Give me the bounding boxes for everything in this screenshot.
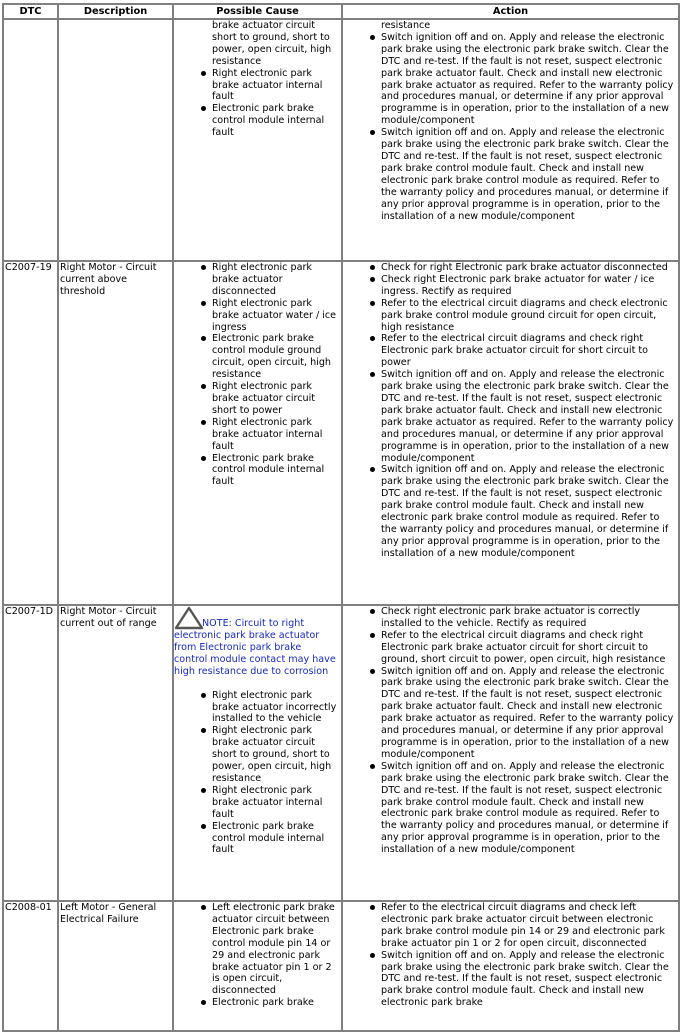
header-action: Action: [342, 4, 679, 19]
cause-item: Electronic park brake control module internal fault: [174, 821, 341, 857]
action-item: Switch ignition off and on. Apply and release the electronic park brake using the electronic park brake switch. Clear the DTC and re-test. If the fault is not reset, suspect electronic park brake actuator fault. Check and install new electronic park brake actuator as required. Refer to the warranty policy and procedures manual, or determine if any prior approval programme is in operation, prior to the installation of a new module/component: [343, 369, 678, 464]
action-item: Refer to the electrical circuit diagrams and check right Electronic park brake actuator circuit for short circuit to ground, short circuit to power, open circuit, high resistance: [343, 630, 678, 666]
cause-item: Electronic park brake control module internal fault: [174, 453, 341, 489]
dtc-description: [58, 19, 173, 261]
action-item: Refer to the electrical circuit diagrams and check electronic park brake control module ground circuit for open circuit, high resistance: [343, 298, 678, 334]
note-text: NOTE: Circuit to right electronic park brake actuator from Electronic park brake control module contact may have high resistance due to corrosion: [174, 618, 336, 677]
dtc-table: [2, 3, 680, 1032]
cause-item: Left electronic park brake actuator circuit between Electronic park brake control module pin 14 or 29 and electronic park brake actuator pin 1 or 2 is open circuit, disconnected: [174, 902, 341, 997]
table-row: [3, 605, 679, 901]
dtc-code: C2007-19: [3, 261, 58, 605]
header-dtc: DTC: [3, 4, 58, 19]
cause-item: Right electronic park brake actuator internal fault: [174, 785, 341, 821]
cause-item: Electronic park brake control module internal fault: [174, 103, 341, 139]
cause-item: Right electronic park brake actuator water / ice ingress: [174, 298, 341, 334]
action-item: Check for right Electronic park brake actuator disconnected: [343, 262, 678, 274]
possible-cause-cell: [173, 901, 342, 1031]
dtc-code: C2008-01: [3, 901, 58, 1031]
cause-item: Right electronic park brake actuator circuit short to power: [174, 381, 341, 417]
action-item: Switch ignition off and on. Apply and release the electronic park brake using the electronic park brake switch. Clear the DTC and re-test. If the fault is not reset, suspect electronic park brake actuator fault. Check and install new electronic park brake actuator as required. Refer to the warranty policy and procedures manual, or determine if any prior approval programme is in operation, prior to the installation of a new module/component: [343, 666, 678, 761]
dtc-code: C2007-1D: [3, 605, 58, 901]
dtc-description: Right Motor - Circuit current out of range: [58, 605, 173, 901]
action-cell: [342, 261, 679, 605]
note-block: [174, 606, 341, 678]
table-row: [3, 901, 679, 1031]
action-item: Refer to the electrical circuit diagrams and check left electronic park brake actuator circuit between electronic park brake control module pin 14 or 29 and electronic park brake actuator pin 1 or 2 for open circuit, disconnected: [343, 902, 678, 950]
action-item: Switch ignition off and on. Apply and release the electronic park brake using the electronic park brake switch. Clear the DTC and re-test. If the fault is not reset, suspect electronic park brake control module fault. Check and install new electronic park brake control module as required. Refer to the warranty policy and procedures manual, or determine if any prior approval programme is in operation, prior to the installation of a new module/component: [343, 464, 678, 559]
cause-item: Right electronic park brake actuator internal fault: [174, 68, 341, 104]
dtc-code: [3, 19, 58, 261]
header-description: Description: [58, 4, 173, 19]
possible-cause-cell: [173, 261, 342, 605]
cause-item: Right electronic park brake actuator disconnected: [174, 262, 341, 298]
header-row: [3, 4, 679, 19]
action-item: Refer to the electrical circuit diagrams and check right Electronic park brake actuator circuit for short circuit to power: [343, 333, 678, 369]
table-row: [3, 261, 679, 605]
action-cell: [342, 605, 679, 901]
cause-item: Right electronic park brake actuator internal fault: [174, 417, 341, 453]
dtc-description: Right Motor - Circuit current above threshold: [58, 261, 173, 605]
table-row: [3, 19, 679, 261]
possible-cause-cell: [173, 19, 342, 261]
dtc-description: Left Motor - General Electrical Failure: [58, 901, 173, 1031]
action-item: Switch ignition off and on. Apply and release the electronic park brake using the electronic park brake switch. Clear the DTC and re-test. If the fault is not reset, suspect electronic park brake control module fault. Check and install new electronic park brake: [343, 950, 678, 1010]
header-possible-cause: Possible Cause: [173, 4, 342, 19]
warning-triangle-icon: [174, 606, 204, 630]
action-item: Switch ignition off and on. Apply and release the electronic park brake using the electronic park brake switch. Clear the DTC and re-test. If the fault is not reset, suspect electronic park brake control module fault. Check and install new electronic park brake control module as required. Refer to the warranty policy and procedures manual, or determine if any prior approval programme is in operation, prior to the installation of a new module/component: [343, 127, 678, 222]
action-item: Switch ignition off and on. Apply and release the electronic park brake using the electronic park brake switch. Clear the DTC and re-test. If the fault is not reset, suspect electronic park brake control module fault. Check and install new electronic park brake control module as required. Refer to the warranty policy and procedures manual, or determine if any prior approval programme is in operation, prior to the installation of a new module/component: [343, 761, 678, 856]
action-continuation: resistance: [381, 20, 431, 31]
cause-item: Electronic park brake control module ground circuit, open circuit, high resistance: [174, 333, 341, 381]
cause-item: brake actuator circuit short to ground, short to power, open circuit, high resistance: [212, 20, 332, 67]
action-cell: [342, 901, 679, 1031]
cause-item: Electronic park brake: [174, 997, 341, 1009]
action-item: Check right Electronic park brake actuator for water / ice ingress. Rectify as required: [343, 274, 678, 298]
cause-item: Right electronic park brake actuator circuit short to ground, short to power, open circuit, high resistance: [174, 725, 341, 785]
cause-item: Right electronic park brake actuator incorrectly installed to the vehicle: [174, 690, 341, 726]
action-item: Switch ignition off and on. Apply and release the electronic park brake using the electronic park brake switch. Clear the DTC and re-test. If the fault is not reset, suspect electronic park brake actuator fault. Check and install new electronic park brake actuator as required. Refer to the warranty policy and procedures manual, or determine if any prior approval programme is in operation, prior to the installation of a new module/component: [343, 32, 678, 127]
action-item: Check right electronic park brake actuator is correctly installed to the vehicle. Rectify as required: [343, 606, 678, 630]
action-cell: [342, 19, 679, 261]
possible-cause-cell: [173, 605, 342, 901]
